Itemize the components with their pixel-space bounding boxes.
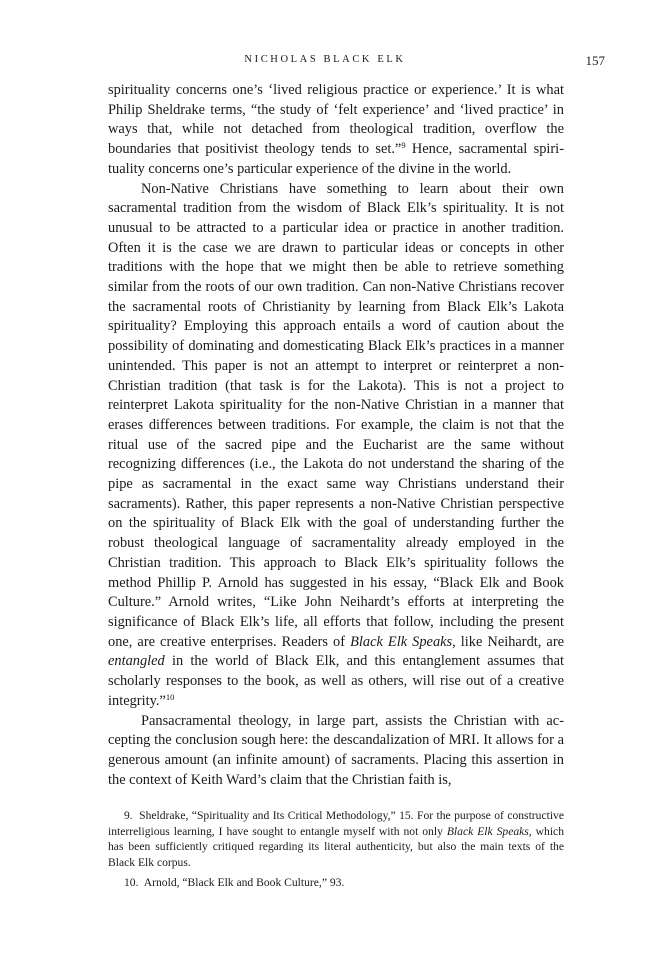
footnote (108, 875, 564, 891)
italic-text: Black Elk Speaks, (350, 633, 456, 650)
footnote-number: 9. (124, 809, 133, 822)
italic-text: Black Elk Speaks, (446, 824, 532, 838)
text-run: Sheldrake, “Spirituality and Its Critical Methodology,” 15. For the purpose of constructive interreligious learning, I have sought to entangle myself with not only (108, 809, 564, 838)
footnote-marker: 9 (401, 140, 406, 151)
text-run: Non-Native Christians have something to learn about their own sacramental tradition from the wisdom of Black Elk’s spirituality. It is not unusual to be attracted to a particular idea or practice in another tradition. Often it is the case we are drawn to particular ideas or concepts in other traditions with the hope that we might then be able to retrieve something similar from the roots of our own tradition. Can non-Native Christians recover the sacramental roots of Christianity by learning from Black Elk’s Lakota spirituality? Employing this approach entails a word of caution about the possibility of dominating and domesticating Black Elk’s practices in a manner unintended. This paper is not an attempt to interpret or reinterpret a non-Christian tradition (that task is for the Lakota). This is not a project to reinterpret Lakota spirituality for the non-Native Christian in a manner that erases differences between traditions. For example, the claim is not that the ritual use of the sacred pipe and the Eucharist are the same without recognizing differences (i.e., the Lakota do not understand the sharing of the pipe as sacramental in the exact same way Christians understand their sacraments). Rather, this paper represents a non-Native Christian perspective on the spirituality of Black Elk with the goal of understanding further the robust theological language of sacramentality already employed in the Christian tradition. This approach to Black Elk’s spirituality follows the method Phillip P. Arnold has suggested in his essay, “Black Elk and Book Culture.” Arnold writes, “Like John Neihardt’s efforts at interpreting the significance of Black Elk’s life, all efforts that follow, including the present one, are creative enterprises. Readers of (108, 180, 564, 650)
footnote-number: 10. (124, 876, 139, 890)
body-paragraph (108, 81, 564, 180)
text-run: Hence, sacramental spirituality concerns one’s particular experience of the divine in the world. (108, 141, 564, 177)
body-text (108, 81, 564, 790)
body-paragraph (108, 180, 564, 712)
page-number: 157 (585, 53, 605, 68)
running-head (0, 54, 650, 70)
running-head-title: NICHOLAS BLACK ELK (244, 54, 406, 65)
footnotes (108, 808, 564, 891)
italic-text: entangled (108, 653, 165, 670)
footnote-marker: 10 (165, 691, 175, 702)
text-run: spirituality concerns one’s ‘lived religious practice or experience.’ It is what Philip Sheldrake terms, “the study of ‘felt experience’ and ‘lived practice’ in ways that, while not detached from theological tradition, overflow the boundaries that positivist theology tends to set.” (108, 82, 564, 158)
footnote (108, 808, 564, 870)
text-run: Pansacramental theology, in large part, assists the Christian with accepting the conclusion sough here: the descandalization of MRI. It allows for a generous amount (an infinite amount) of sacraments. Placing this assertion in the context of Keith Ward’s claim that the Christian faith is, (108, 712, 564, 788)
text-run: which has been sufficiently critiqued regarding its literal authenticity, but also the main texts of the Black Elk corpus. (108, 824, 564, 869)
body-paragraph (108, 712, 564, 791)
text-run: in the world of Black Elk, and this entanglement assumes that scholarly responses to the book, as well as others, will rise out of a creative integrity.” (108, 653, 564, 709)
text-run: like Neihardt, are (455, 633, 565, 650)
text-run: Arnold, “Black Elk and Book Culture,” 93. (143, 876, 345, 890)
